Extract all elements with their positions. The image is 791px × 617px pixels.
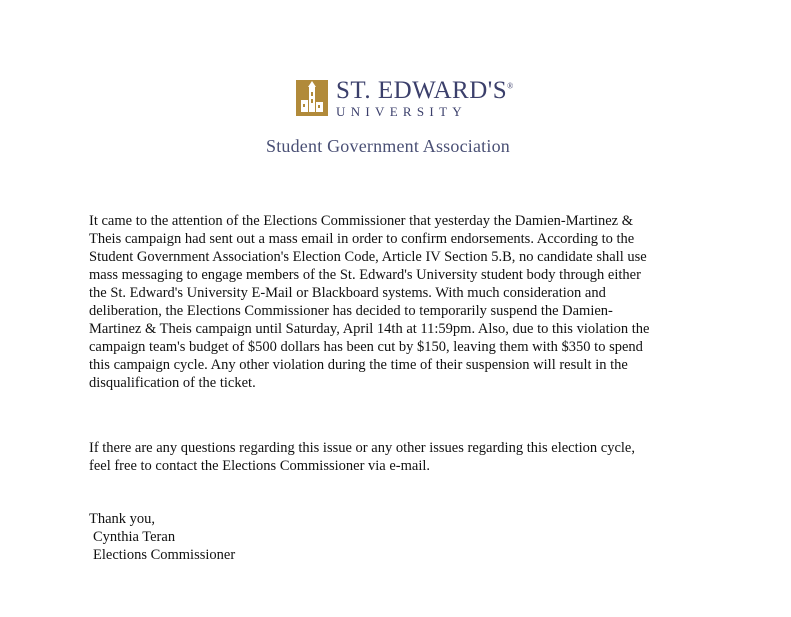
signer-name: Cynthia Teran xyxy=(93,529,176,545)
letter-paragraph-2 xyxy=(89,439,729,475)
paragraph-line: Theis campaign had sent out a mass email in order to confirm endorsements. According to the xyxy=(89,231,635,247)
university-logo xyxy=(296,78,514,118)
organization-name: Student Government Association xyxy=(266,136,510,156)
paragraph-line: deliberation, the Elections Commissioner has decided to temporarily suspend the Damien- xyxy=(89,303,613,319)
tower-logo-icon xyxy=(296,80,328,116)
university-name: ST. EDWARD'S® xyxy=(336,77,514,104)
trademark: ® xyxy=(507,81,514,91)
paragraph-line: If there are any questions regarding this issue or any other issues regarding this election cycle, xyxy=(89,440,635,456)
university-subtitle: UNIVERSITY xyxy=(336,104,467,119)
letterhead xyxy=(0,0,791,170)
paragraph-line: mass messaging to engage members of the St. Edward's University student body through either xyxy=(89,267,641,283)
paragraph-line: disqualification of the ticket. xyxy=(89,375,256,391)
signer-title: Elections Commissioner xyxy=(93,547,236,563)
letter-paragraph-1 xyxy=(89,212,729,392)
paragraph-line: Student Government Association's Election Code, Article IV Section 5.B, no candidate shall use xyxy=(89,249,647,265)
paragraph-line: this campaign cycle. Any other violation during the time of their suspension will result in the xyxy=(89,357,628,373)
closing: Thank you, xyxy=(89,511,156,527)
paragraph-line: the St. Edward's University E-Mail or Blackboard systems. With much consideration and xyxy=(89,285,606,301)
signature-block xyxy=(89,510,235,564)
paragraph-line: feel free to contact the Elections Commissioner via e-mail. xyxy=(89,458,431,474)
paragraph-line: It came to the attention of the Elections Commissioner that yesterday the Damien-Martinez & xyxy=(89,213,633,229)
paragraph-line: campaign team's budget of $500 dollars has been cut by $150, leaving them with $350 to spend xyxy=(89,339,643,355)
paragraph-line: Martinez & Theis campaign until Saturday, April 14th at 11:59pm. Also, due to this violation the xyxy=(89,321,650,337)
